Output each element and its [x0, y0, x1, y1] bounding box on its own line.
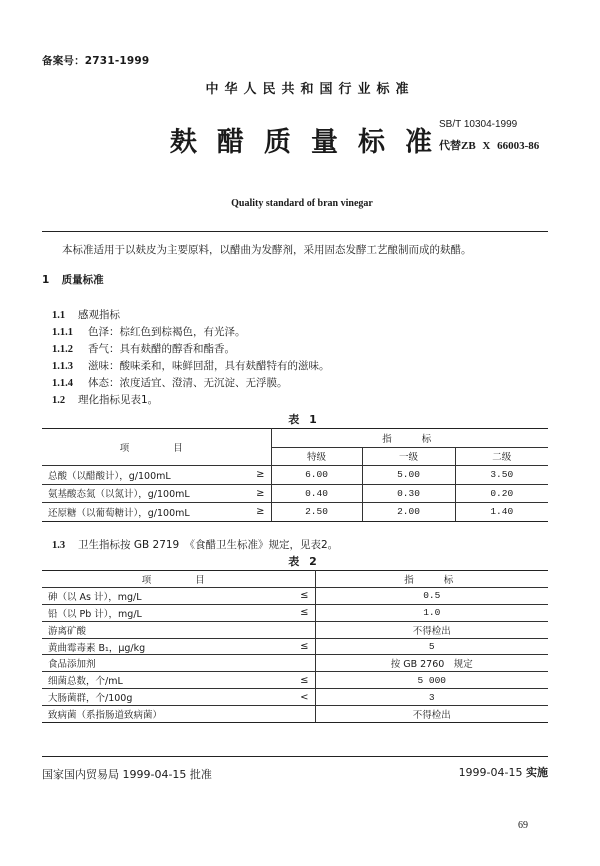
table1-physicochemical: [42, 428, 548, 522]
header-divider: [42, 231, 548, 232]
clause-item: [52, 537, 338, 552]
issuer-heading: 中华人民共和国行业标准: [205, 82, 415, 97]
table1-grade-second: 二级: [455, 447, 548, 466]
table-row: [42, 587, 548, 604]
document-title: 麸醋质量标准: [170, 127, 452, 158]
row-value: 0.20: [455, 484, 548, 503]
row-item: 砷（以 As 计），mg/L: [42, 587, 265, 604]
table2-header-item: 项目: [42, 571, 315, 588]
clause-item: [52, 375, 288, 390]
table1-grade-first: 一级: [362, 447, 455, 466]
clause-item: [52, 358, 330, 373]
row-operator: [265, 706, 315, 723]
row-item: 铅（以 Pb 计），mg/L: [42, 604, 265, 621]
clause-item: [52, 324, 246, 339]
clause-item: [52, 341, 235, 356]
row-operator: ≤: [265, 587, 315, 604]
row-operator: ≤: [265, 638, 315, 655]
row-item: 大肠菌群，个/100g: [42, 689, 265, 706]
row-value: 3.50: [455, 466, 548, 485]
clause-number: 1.1.3: [52, 361, 73, 372]
row-value: 5.00: [362, 466, 455, 485]
table-row: [42, 655, 548, 672]
english-subtitle: Quality standard of bran vinegar: [231, 198, 373, 209]
row-item: 黄曲霉毒素 B₁，μg/kg: [42, 638, 265, 655]
table-row: [42, 706, 548, 723]
table-row: [42, 621, 548, 638]
row-value: 5 000: [315, 672, 548, 689]
table-row: [42, 503, 548, 522]
table-row: [42, 466, 548, 485]
row-operator: ≤: [265, 604, 315, 621]
clause-item: [52, 307, 120, 322]
row-value: 2.00: [362, 503, 455, 522]
section-number: 1: [42, 274, 50, 286]
row-value: 0.5: [315, 587, 548, 604]
approval-line: 国家国内贸易局 1999-04-15 批准: [42, 768, 212, 781]
row-operator: ≥: [241, 503, 271, 522]
table2-caption: 表 2: [288, 555, 320, 568]
row-item: 游离矿酸: [42, 621, 265, 638]
clause-text: 香气：具有麸醋的醇香和酯香。: [88, 343, 235, 355]
table1-grade-special: 特级: [271, 447, 362, 466]
page-number: 69: [518, 820, 528, 831]
effective-label: 实施: [526, 766, 548, 779]
table1-caption: 表 1: [288, 413, 320, 426]
table1-header-index: 指标: [271, 429, 548, 448]
row-value: 不得检出: [315, 621, 548, 638]
clause-text: 色泽：棕红色到棕褐色，有光泽。: [88, 326, 246, 338]
clause-number: 1.1.1: [52, 327, 73, 338]
clause-text: 感观指标: [78, 309, 120, 321]
row-operator: [265, 655, 315, 672]
clause-number: 1.1.2: [52, 344, 73, 355]
table-row: [42, 604, 548, 621]
row-item: 氨基酸态氮（以氮计），g/100mL: [42, 484, 241, 503]
table-row: [42, 672, 548, 689]
clause-number: 1.3: [52, 540, 66, 551]
effective-date: 1999-04-15: [458, 766, 523, 779]
row-value: 6.00: [271, 466, 362, 485]
clause-text: 卫生指标按 GB 2719 《食醋卫生标准》规定，见表2。: [78, 539, 339, 551]
section-title: 质量标准: [61, 274, 104, 286]
row-operator: [265, 621, 315, 638]
row-value: 1.0: [315, 604, 548, 621]
clause-text: 体态：浓度适宜、澄清、无沉淀、无浮膜。: [88, 377, 288, 389]
row-value: 1.40: [455, 503, 548, 522]
standard-code: SB/T 10304-1999: [439, 119, 518, 130]
table-row: [42, 638, 548, 655]
row-operator: ≤: [265, 672, 315, 689]
section-heading: [42, 272, 104, 287]
clause-text: 理化指标见表1。: [78, 394, 159, 406]
row-item: 细菌总数，个/mL: [42, 672, 265, 689]
row-item: 总酸（以醋酸计），g/100mL: [42, 466, 241, 485]
row-value: 不得检出: [315, 706, 548, 723]
table-row: [42, 484, 548, 503]
row-operator: <: [265, 689, 315, 706]
row-value: 2.50: [271, 503, 362, 522]
row-value: 5: [315, 638, 548, 655]
row-value: 按 GB 2760 规定: [315, 655, 548, 672]
clause-number: 1.1: [52, 310, 66, 321]
scope-paragraph: 本标准适用于以麸皮为主要原料，以醋曲为发酵剂，采用固态发酵工艺酿制而成的麸醋。: [62, 244, 472, 256]
clause-item: [52, 392, 158, 407]
row-value: 0.30: [362, 484, 455, 503]
row-value: 0.40: [271, 484, 362, 503]
table2-header-index: 指标: [315, 571, 548, 588]
table1-header-item: 项目: [42, 429, 271, 466]
table2-hygiene: [42, 570, 548, 723]
row-operator: ≥: [241, 484, 271, 503]
effective-line: [459, 764, 548, 780]
clause-text: 滋味：酸味柔和，味鲜回甜，具有麸醋特有的滋味。: [88, 360, 330, 372]
row-item: 食品添加剂: [42, 655, 265, 672]
row-item: 致病菌（系指肠道致病菌）: [42, 706, 265, 723]
footer-divider: [42, 756, 548, 757]
clause-number: 1.1.4: [52, 378, 73, 389]
replaced-standard: 代替ZB X 66003-86: [439, 140, 540, 152]
row-operator: ≥: [241, 466, 271, 485]
clause-number: 1.2: [52, 395, 66, 406]
table-row: [42, 689, 548, 706]
row-value: 3: [315, 689, 548, 706]
filing-number: 备案号：2731-1999: [42, 55, 150, 67]
row-item: 还原糖（以葡萄糖计），g/100mL: [42, 503, 241, 522]
